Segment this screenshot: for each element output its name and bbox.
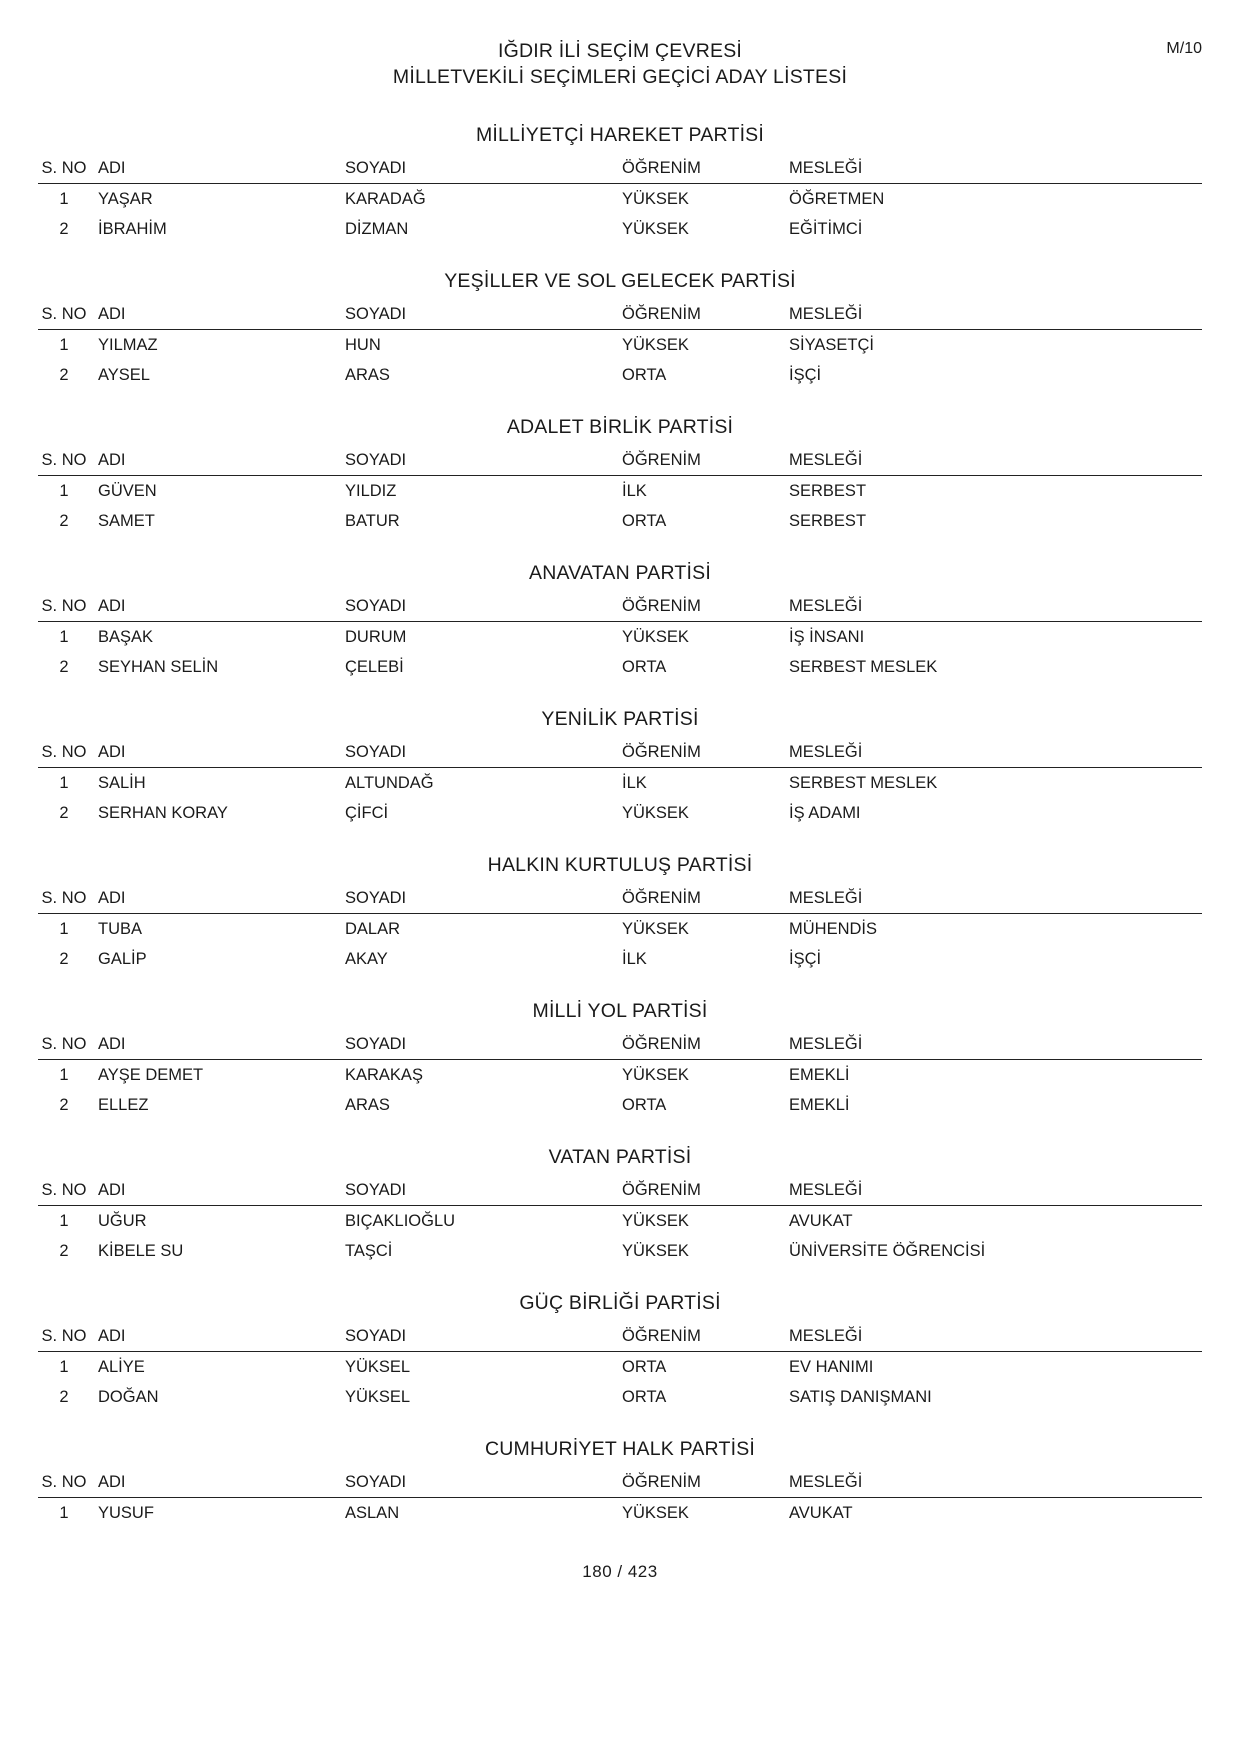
cell-no: 1 bbox=[59, 628, 69, 646]
cell-no: 1 bbox=[59, 336, 69, 354]
table-header-row bbox=[38, 595, 1202, 622]
cell-meslek: AVUKAT bbox=[789, 1504, 853, 1522]
cell-ogrenim: YÜKSEK bbox=[622, 1504, 689, 1522]
table-row bbox=[38, 914, 1202, 945]
column-header-no: S. NO bbox=[38, 1471, 90, 1498]
cell-soyad: ALTUNDAĞ bbox=[345, 774, 434, 792]
cell-soyad: KARAKAŞ bbox=[345, 1066, 423, 1084]
cell-ad: UĞUR bbox=[98, 1212, 147, 1230]
cell-meslek: İŞÇİ bbox=[789, 950, 822, 968]
column-header-ogrenim: ÖĞRENİM bbox=[620, 595, 787, 622]
table-header-row bbox=[38, 1325, 1202, 1352]
cell-meslek: EĞİTİMCİ bbox=[789, 220, 863, 238]
column-header-ogrenim: ÖĞRENİM bbox=[620, 1033, 787, 1060]
cell-no: 1 bbox=[59, 920, 69, 938]
cell-ogrenim: ORTA bbox=[622, 1096, 667, 1114]
column-header-ogrenim: ÖĞRENİM bbox=[620, 449, 787, 476]
column-header-ad: ADI bbox=[90, 887, 343, 914]
cell-ad: GÜVEN bbox=[98, 482, 157, 500]
table-row bbox=[38, 1060, 1202, 1091]
party-title: ADALET BİRLİK PARTİSİ bbox=[506, 416, 734, 438]
column-header-ad: ADI bbox=[90, 1471, 343, 1498]
column-header-no: S. NO bbox=[38, 303, 90, 330]
cell-no: 2 bbox=[59, 950, 69, 968]
column-header-meslek: MESLEĞİ bbox=[787, 1325, 1202, 1352]
cell-ogrenim: ORTA bbox=[622, 658, 667, 676]
column-header-soyad: SOYADI bbox=[343, 741, 620, 768]
cell-ad: ELLEZ bbox=[98, 1096, 149, 1114]
table-header-row bbox=[38, 887, 1202, 914]
cell-soyad: HUN bbox=[345, 336, 381, 354]
party-title: YEŞİLLER VE SOL GELECEK PARTİSİ bbox=[444, 270, 796, 292]
cell-ad: BAŞAK bbox=[98, 628, 154, 646]
cell-soyad: YILDIZ bbox=[345, 482, 397, 500]
cell-soyad: YÜKSEL bbox=[345, 1388, 411, 1406]
table-header-row bbox=[38, 449, 1202, 476]
column-header-meslek: MESLEĞİ bbox=[787, 157, 1202, 184]
candidate-table bbox=[38, 1179, 1202, 1266]
column-header-no: S. NO bbox=[38, 449, 90, 476]
cell-ad: AYSEL bbox=[98, 366, 150, 384]
cell-no: 2 bbox=[59, 220, 69, 238]
party-block bbox=[38, 708, 1202, 828]
column-header-ad: ADI bbox=[90, 741, 343, 768]
candidate-table bbox=[38, 1033, 1202, 1120]
cell-no: 1 bbox=[59, 1212, 69, 1230]
column-header-soyad: SOYADI bbox=[343, 1471, 620, 1498]
table-row bbox=[38, 652, 1202, 682]
party-block bbox=[38, 124, 1202, 244]
cell-meslek: EMEKLİ bbox=[789, 1066, 850, 1084]
cell-meslek: İŞÇİ bbox=[789, 366, 822, 384]
table-header-row bbox=[38, 741, 1202, 768]
column-header-ogrenim: ÖĞRENİM bbox=[620, 887, 787, 914]
column-header-meslek: MESLEĞİ bbox=[787, 449, 1202, 476]
cell-meslek: İŞ İNSANI bbox=[789, 628, 865, 646]
column-header-no: S. NO bbox=[38, 595, 90, 622]
party-block bbox=[38, 1292, 1202, 1412]
cell-ogrenim: YÜKSEK bbox=[622, 804, 689, 822]
candidate-table bbox=[38, 303, 1202, 390]
cell-soyad: DURUM bbox=[345, 628, 407, 646]
candidate-table bbox=[38, 1471, 1202, 1528]
column-header-meslek: MESLEĞİ bbox=[787, 741, 1202, 768]
column-header-soyad: SOYADI bbox=[343, 1033, 620, 1060]
party-list bbox=[38, 124, 1202, 1528]
cell-ad: TUBA bbox=[98, 920, 143, 938]
column-header-soyad: SOYADI bbox=[343, 1325, 620, 1352]
cell-ad: DOĞAN bbox=[98, 1388, 159, 1406]
cell-soyad: ASLAN bbox=[345, 1504, 400, 1522]
candidate-table bbox=[38, 595, 1202, 682]
column-header-soyad: SOYADI bbox=[343, 595, 620, 622]
column-header-ad: ADI bbox=[90, 449, 343, 476]
cell-ad: GALİP bbox=[98, 950, 147, 968]
cell-ogrenim: ORTA bbox=[622, 366, 667, 384]
candidate-table bbox=[38, 449, 1202, 536]
cell-no: 1 bbox=[59, 1358, 69, 1376]
column-header-ad: ADI bbox=[90, 157, 343, 184]
cell-no: 2 bbox=[59, 1096, 69, 1114]
table-row bbox=[38, 214, 1202, 244]
cell-ogrenim: İLK bbox=[622, 950, 647, 968]
column-header-soyad: SOYADI bbox=[343, 1179, 620, 1206]
party-block bbox=[38, 1000, 1202, 1120]
cell-meslek: EMEKLİ bbox=[789, 1096, 850, 1114]
candidate-table bbox=[38, 887, 1202, 974]
column-header-ogrenim: ÖĞRENİM bbox=[620, 1471, 787, 1498]
cell-no: 1 bbox=[59, 1504, 69, 1522]
cell-ad: SEYHAN SELİN bbox=[98, 658, 219, 676]
party-block bbox=[38, 416, 1202, 536]
cell-ad: YILMAZ bbox=[98, 336, 158, 354]
cell-meslek: AVUKAT bbox=[789, 1212, 853, 1230]
party-block bbox=[38, 854, 1202, 974]
cell-meslek: SERBEST bbox=[789, 512, 867, 530]
cell-meslek: SERBEST MESLEK bbox=[789, 774, 938, 792]
table-header-row bbox=[38, 157, 1202, 184]
table-header-row bbox=[38, 1179, 1202, 1206]
column-header-soyad: SOYADI bbox=[343, 157, 620, 184]
column-header-no: S. NO bbox=[38, 1179, 90, 1206]
cell-ad: ALİYE bbox=[98, 1358, 145, 1376]
column-header-ad: ADI bbox=[90, 1325, 343, 1352]
cell-meslek: SERBEST bbox=[789, 482, 867, 500]
table-row bbox=[38, 1382, 1202, 1412]
table-row bbox=[38, 1498, 1202, 1529]
party-title: CUMHURİYET HALK PARTİSİ bbox=[484, 1438, 756, 1460]
table-header-row bbox=[38, 1471, 1202, 1498]
cell-soyad: ARAS bbox=[345, 366, 390, 384]
table-row bbox=[38, 1206, 1202, 1237]
column-header-no: S. NO bbox=[38, 1033, 90, 1060]
cell-meslek: EV HANIMI bbox=[789, 1358, 874, 1376]
cell-soyad: BATUR bbox=[345, 512, 400, 530]
party-title: MİLLİ YOL PARTİSİ bbox=[532, 1000, 708, 1022]
cell-no: 2 bbox=[59, 366, 69, 384]
table-row bbox=[38, 1352, 1202, 1383]
cell-meslek: SATIŞ DANIŞMANI bbox=[789, 1388, 932, 1406]
cell-ogrenim: ORTA bbox=[622, 512, 667, 530]
column-header-meslek: MESLEĞİ bbox=[787, 1033, 1202, 1060]
column-header-ogrenim: ÖĞRENİM bbox=[620, 1325, 787, 1352]
cell-no: 1 bbox=[59, 1066, 69, 1084]
page-footer: 180 / 423 bbox=[582, 1562, 658, 1581]
cell-ad: İBRAHİM bbox=[98, 220, 167, 238]
cell-meslek: MÜHENDİS bbox=[789, 920, 878, 938]
cell-soyad: TAŞCİ bbox=[345, 1242, 393, 1260]
party-title: VATAN PARTİSİ bbox=[548, 1146, 692, 1168]
column-header-meslek: MESLEĞİ bbox=[787, 1471, 1202, 1498]
cell-ad: SALİH bbox=[98, 774, 146, 792]
cell-ogrenim: YÜKSEK bbox=[622, 220, 689, 238]
column-header-ad: ADI bbox=[90, 595, 343, 622]
document-header bbox=[38, 38, 1202, 90]
column-header-soyad: SOYADI bbox=[343, 449, 620, 476]
party-block bbox=[38, 562, 1202, 682]
cell-no: 2 bbox=[59, 1242, 69, 1260]
page-code: M/10 bbox=[1166, 40, 1202, 57]
cell-no: 1 bbox=[59, 190, 69, 208]
table-row bbox=[38, 360, 1202, 390]
cell-no: 1 bbox=[59, 482, 69, 500]
cell-ad: KİBELE SU bbox=[98, 1242, 184, 1260]
party-title: YENİLİK PARTİSİ bbox=[541, 708, 699, 730]
column-header-soyad: SOYADI bbox=[343, 303, 620, 330]
cell-ogrenim: YÜKSEK bbox=[622, 1242, 689, 1260]
party-block bbox=[38, 1438, 1202, 1528]
column-header-no: S. NO bbox=[38, 157, 90, 184]
party-block bbox=[38, 270, 1202, 390]
column-header-ogrenim: ÖĞRENİM bbox=[620, 157, 787, 184]
column-header-ogrenim: ÖĞRENİM bbox=[620, 741, 787, 768]
cell-ogrenim: ORTA bbox=[622, 1388, 667, 1406]
column-header-soyad: SOYADI bbox=[343, 887, 620, 914]
table-row bbox=[38, 622, 1202, 653]
party-title: MİLLİYETÇİ HAREKET PARTİSİ bbox=[475, 124, 765, 146]
cell-meslek: ÜNİVERSİTE ÖĞRENCİSİ bbox=[789, 1242, 986, 1260]
cell-ad: AYŞE DEMET bbox=[98, 1066, 204, 1084]
column-header-no: S. NO bbox=[38, 887, 90, 914]
cell-no: 2 bbox=[59, 512, 69, 530]
column-header-ogrenim: ÖĞRENİM bbox=[620, 303, 787, 330]
cell-ogrenim: İLK bbox=[622, 774, 647, 792]
header-title-line2: MİLLETVEKİLİ SEÇİMLERİ GEÇİCİ ADAY LİSTESİ bbox=[392, 66, 848, 88]
table-row bbox=[38, 184, 1202, 215]
party-title: GÜÇ BİRLİĞİ PARTİSİ bbox=[519, 1292, 721, 1314]
cell-meslek: ÖĞRETMEN bbox=[789, 190, 885, 208]
column-header-no: S. NO bbox=[38, 1325, 90, 1352]
table-row bbox=[38, 506, 1202, 536]
candidate-table bbox=[38, 1325, 1202, 1412]
header-title-line1: IĞDIR İLİ SEÇİM ÇEVRESİ bbox=[497, 40, 743, 62]
table-header-row bbox=[38, 1033, 1202, 1060]
column-header-ad: ADI bbox=[90, 303, 343, 330]
cell-ad: SERHAN KORAY bbox=[98, 804, 228, 822]
cell-no: 1 bbox=[59, 774, 69, 792]
cell-ogrenim: YÜKSEK bbox=[622, 1212, 689, 1230]
cell-ogrenim: YÜKSEK bbox=[622, 628, 689, 646]
table-row bbox=[38, 476, 1202, 507]
column-header-meslek: MESLEĞİ bbox=[787, 595, 1202, 622]
party-title: HALKIN KURTULUŞ PARTİSİ bbox=[487, 854, 753, 876]
cell-meslek: SERBEST MESLEK bbox=[789, 658, 938, 676]
table-row bbox=[38, 1236, 1202, 1266]
table-row bbox=[38, 944, 1202, 974]
cell-ad: SAMET bbox=[98, 512, 155, 530]
party-title: ANAVATAN PARTİSİ bbox=[529, 562, 711, 584]
cell-ogrenim: YÜKSEK bbox=[622, 190, 689, 208]
table-row bbox=[38, 1090, 1202, 1120]
table-row bbox=[38, 330, 1202, 361]
candidate-table bbox=[38, 157, 1202, 244]
cell-meslek: İŞ ADAMI bbox=[789, 804, 861, 822]
cell-soyad: ÇİFCİ bbox=[345, 804, 389, 822]
cell-soyad: YÜKSEL bbox=[345, 1358, 411, 1376]
cell-ogrenim: YÜKSEK bbox=[622, 920, 689, 938]
column-header-no: S. NO bbox=[38, 741, 90, 768]
cell-soyad: DALAR bbox=[345, 920, 401, 938]
cell-no: 2 bbox=[59, 804, 69, 822]
table-row bbox=[38, 798, 1202, 828]
cell-ad: YUSUF bbox=[98, 1504, 154, 1522]
cell-soyad: DİZMAN bbox=[345, 220, 409, 238]
cell-soyad: ARAS bbox=[345, 1096, 390, 1114]
column-header-meslek: MESLEĞİ bbox=[787, 887, 1202, 914]
column-header-ogrenim: ÖĞRENİM bbox=[620, 1179, 787, 1206]
cell-ogrenim: YÜKSEK bbox=[622, 336, 689, 354]
table-row bbox=[38, 768, 1202, 799]
cell-ogrenim: ORTA bbox=[622, 1358, 667, 1376]
column-header-ad: ADI bbox=[90, 1179, 343, 1206]
cell-ogrenim: İLK bbox=[622, 482, 647, 500]
column-header-meslek: MESLEĞİ bbox=[787, 303, 1202, 330]
cell-soyad: ÇELEBİ bbox=[345, 658, 404, 676]
cell-no: 2 bbox=[59, 658, 69, 676]
table-header-row bbox=[38, 303, 1202, 330]
cell-ogrenim: YÜKSEK bbox=[622, 1066, 689, 1084]
cell-soyad: BIÇAKLIOĞLU bbox=[345, 1212, 456, 1230]
party-block bbox=[38, 1146, 1202, 1266]
candidate-table bbox=[38, 741, 1202, 828]
cell-soyad: AKAY bbox=[345, 950, 388, 968]
cell-soyad: KARADAĞ bbox=[345, 190, 426, 208]
column-header-meslek: MESLEĞİ bbox=[787, 1179, 1202, 1206]
cell-no: 2 bbox=[59, 1388, 69, 1406]
column-header-ad: ADI bbox=[90, 1033, 343, 1060]
cell-meslek: SİYASETÇİ bbox=[789, 336, 874, 354]
cell-ad: YAŞAR bbox=[98, 190, 153, 208]
